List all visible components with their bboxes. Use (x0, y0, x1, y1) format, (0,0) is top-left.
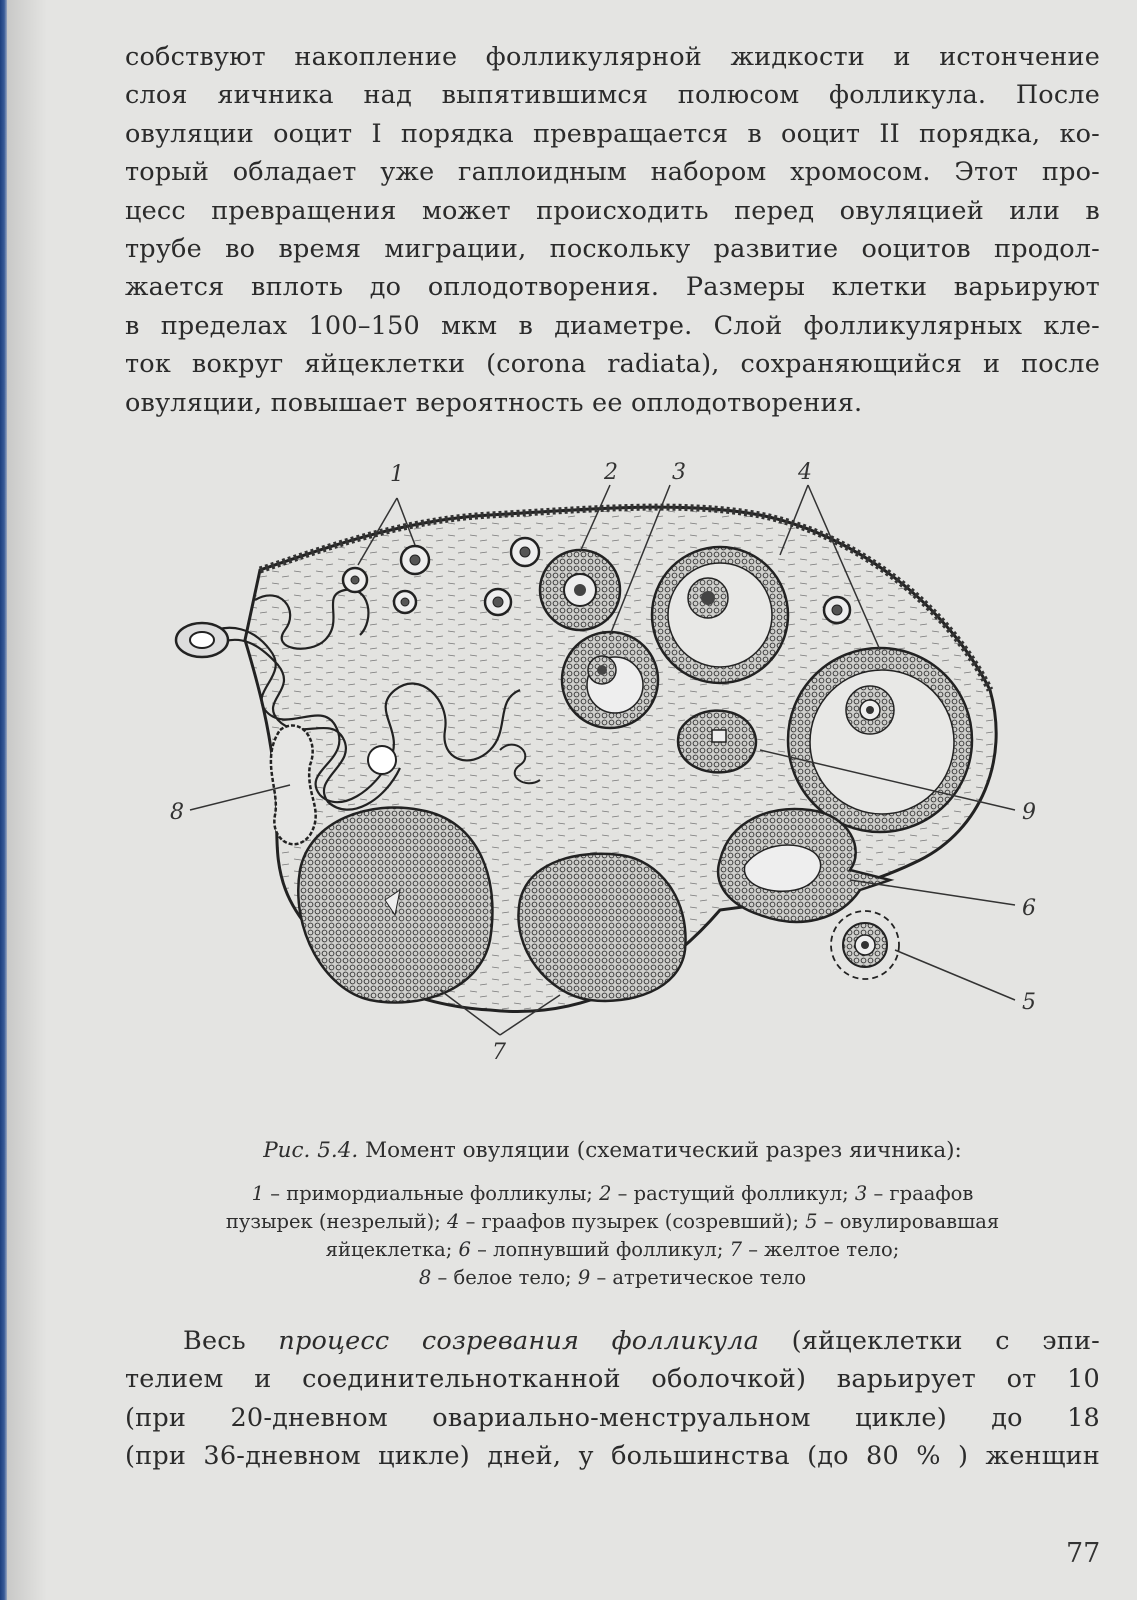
text-line: телием и соединительнотканной оболочкой) варьирует от 10 (125, 1364, 1100, 1395)
legend-number: 7 (729, 1238, 743, 1261)
ovulated-oocyte (831, 911, 899, 979)
legend-text: яйцеклетка; (325, 1238, 459, 1261)
text-run: (яйцеклетки с эпи- (759, 1326, 1100, 1356)
figure-label-1: 1 (390, 462, 404, 487)
legend-text: – атретическое тело (590, 1266, 807, 1289)
figure-label-5: 5 (1022, 990, 1036, 1015)
legend-text: – белое тело; (431, 1266, 578, 1289)
text-line: цесс превращения может происходить перед овуляцией или в (125, 195, 1100, 226)
legend-text: пузырек (незрелый); (225, 1210, 447, 1233)
figure-label-3: 3 (672, 460, 686, 485)
legend-number: 6 (458, 1238, 471, 1261)
caption-line (125, 1236, 1100, 1264)
text-line: жается вплоть до оплодотворения. Размеры клетки варьируют (125, 272, 1100, 303)
figure-label-9: 9 (1022, 800, 1036, 825)
legend-text: – граафов пузырек (созревший); (459, 1210, 806, 1233)
figure-caption-title (125, 1138, 1100, 1163)
ovary-section-figure (160, 460, 1060, 1110)
text-line: овуляции, повышает вероятность ее оплодотворения. (125, 387, 863, 418)
text-line: собствуют накопление фолликулярной жидкости и истончение (125, 42, 1100, 72)
text-line: (при 36-дневном цикле) дней, у большинства (до 80 % ) женщин (125, 1441, 1100, 1472)
legend-number: 5 (805, 1210, 818, 1233)
text-line: (при 20-дневном овариально-менструальном цикле) до 18 (125, 1402, 1100, 1433)
text-line (125, 1322, 1100, 1360)
figure-label-8: 8 (170, 800, 184, 825)
legend-number: 2 (599, 1182, 612, 1205)
text-line: торый обладает уже гаплоидным набором хромосом. Этот про- (125, 157, 1100, 188)
figure-caption-legend (125, 1180, 1100, 1292)
text-line: в пределах 100–150 мкм в диаметре. Слой фолликулярных кле- (125, 310, 1100, 341)
legend-text: – растущий фолликул; (611, 1182, 855, 1205)
paragraph-top (125, 38, 1100, 422)
page-number: 77 (1066, 1538, 1101, 1569)
figure-label-4: 4 (798, 460, 812, 485)
legend-text: – овулировавшая (817, 1210, 1000, 1233)
figure-label-7: 7 (492, 1040, 506, 1065)
text-line: слоя яичника над выпятившимся полюсом фолликула. После (125, 80, 1100, 111)
legend-number: 9 (577, 1266, 591, 1289)
page-gutter-shadow (7, 0, 47, 1600)
legend-text: – лопнувший фолликул; (470, 1238, 730, 1261)
legend-text: – примордиальные фолликулы; (264, 1182, 600, 1205)
figure-number: Рис. 5.4. (263, 1138, 359, 1163)
figure-label-6: 6 (1022, 896, 1036, 921)
legend-number: 3 (854, 1182, 868, 1205)
emphasis-text: процесс созревания фолликула (278, 1326, 760, 1356)
book-spine-edge (0, 0, 7, 1600)
figure-label-2: 2 (604, 460, 618, 485)
ovary-diagram-drawing (160, 460, 1060, 1110)
figure-title-text: Момент овуляции (схематический разрез яичника): (358, 1138, 962, 1163)
text-run: Весь (183, 1326, 279, 1356)
legend-text: – желтое тело; (742, 1238, 900, 1261)
caption-line (125, 1180, 1100, 1208)
legend-number: 8 (418, 1266, 432, 1289)
legend-number: 1 (251, 1182, 265, 1205)
legend-text: – граафов (867, 1182, 974, 1205)
corpus-albicans (271, 725, 316, 844)
text-line: ток вокруг яйцеклетки (corona radiata), сохраняющийся и после (125, 349, 1100, 380)
caption-line (125, 1208, 1100, 1236)
paragraph-bottom (125, 1322, 1100, 1476)
caption-line (125, 1264, 1100, 1292)
text-line: трубе во время миграции, поскольку развитие ооцитов продол- (125, 234, 1100, 265)
legend-number: 4 (446, 1210, 460, 1233)
text-line: овуляции ооцит I порядка превращается в ооцит II порядка, ко- (125, 118, 1100, 149)
